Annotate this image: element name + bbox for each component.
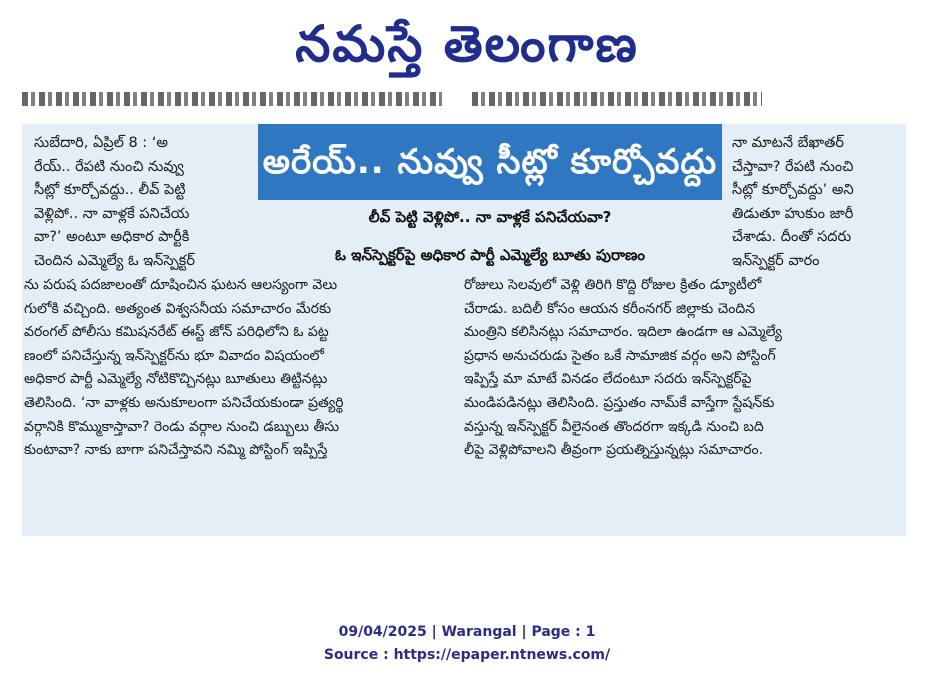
text-line: ఇన్‌స్పెక్టర్ వారం [732, 252, 820, 269]
text-line: తిడుతూ హుకుం జారీ [732, 205, 854, 222]
text-line: ను పరుష పదజాలంతో దూషించిన ఘటన ఆలస్యంగా వెలు [24, 277, 338, 293]
text-line: ఇప్పిస్తే మా మాటే వినడం లేదంటూ సదరు ఇన్‌స్పెక్టర్‌పై [464, 371, 752, 388]
text-line: కుంటావా? నాకు బాగా పనిచేస్తావని నమ్మి పోస్టింగ్ ఇప్పిస్తే [24, 442, 328, 459]
text-line: వా?’ అంటూ అధికార పార్టీకి [34, 229, 190, 246]
text-line: సుబేదారి, ఏప్రిల్ 8 : ‘అ [34, 135, 169, 151]
text-line: నా మాటనే బేఖాతర్ [732, 135, 845, 151]
bottom-left-column [24, 274, 452, 463]
text-line: సీట్లో కూర్చోవద్దు’ అని [732, 182, 854, 199]
right-column [732, 132, 898, 274]
source-url: Source : https://epaper.ntnews.com/ [323, 647, 611, 663]
text-line: ప్రధాన అనుచరుడు సైతం ఒకే సామాజిక వర్గం అని పోస్టింగ్ [464, 347, 776, 364]
article-subheading-1: లీవ్ పెట్టి వెళ్లిపో.. నా వాళ్లకే పనిచేయవా? [368, 208, 612, 226]
text-line: చెందిన ఎమ్మెల్యే ఓ ఇన్‌స్పెక్టర్ [34, 252, 195, 269]
clipped-text-strip [22, 92, 762, 106]
newspaper-masthead: నమస్తే తెలంగాణ [295, 15, 639, 73]
text-line: రేయ్.. రేపటి నుంచి నువ్వు [34, 158, 184, 175]
text-line: ణంలో పనిచేస్తున్న ఇన్‌స్పెక్టర్‌ను భూ వివాదం విషయంలో [24, 347, 324, 364]
text-line: వర్గానికి కొమ్ముకాస్తావా? రెండు వర్గాల నుంచి డబ్బులు తీసు [24, 418, 340, 435]
text-line: వస్తున్న ఇన్‌స్పెక్టర్ వీలైనంత తొందరగా ఇక్కడి నుంచి బది [464, 418, 764, 435]
left-column [34, 132, 252, 274]
text-line: గులోకి వచ్చింది. అత్యంత విశ్వసనీయ సమాచారం మేరకు [24, 300, 332, 317]
text-line: అధికార పార్టీ ఎమ్మెల్యే నోటికొచ్చినట్లు బూతులు తిట్టినట్లు [24, 371, 328, 388]
text-line: వరంగల్ పోలీసు కమిషనరేట్ ఈస్ట్ జోన్ పరిధిలోని ఓ పట్ట [24, 324, 329, 341]
news-article [22, 124, 906, 536]
article-subheading-2: ఓ ఇన్‌స్పెక్టర్‌పై అధికార పార్టీ ఎమ్మెల్యే బూతు పురాణం [334, 246, 646, 264]
article-headline: అరేయ్.. నువ్వు సీట్లో కూర్చోవద్దు [258, 124, 722, 200]
text-line: సీట్లో కూర్చోవద్దు.. లీవ్ పెట్టి [34, 182, 186, 199]
text-line: చేశాడు. దీంతో సదరు [732, 229, 852, 246]
text-line: మంత్రిని కలిసినట్లు సమాచారం. ఇదిలా ఉండగా ఆ ఎమ్మెల్యే [464, 324, 782, 341]
text-line: లీపై వెళ్లిపోవాలని తీవ్రంగా ప్రయత్నిస్తున్నట్లు సమాచారం. [464, 442, 764, 459]
bottom-right-column [464, 274, 898, 463]
text-line: చేరాడు. బదిలీ కోసం ఆయన కరీంనగర్ జిల్లాకు చెందిన [464, 300, 756, 317]
edition-info: 09/04/2025 | Warangal | Page : 1 [338, 624, 596, 640]
text-line: తెలిసింది. ‘నా వాళ్లకు అనుకూలంగా పనిచేయకుండా ప్రత్యర్థి [24, 394, 344, 411]
text-line: మండిపడినట్లు తెలిసింది. ప్రస్తుతం నామ్‌కే వాస్తేగా స్టేషన్‌కు [464, 394, 775, 411]
text-line: వెళ్లిపో.. నా వాళ్లకే పనిచేయ [34, 205, 190, 222]
text-line: రోజులు సెలవులో వెళ్లి తిరిగి కొద్ది రోజుల క్రితం డ్యూటీలో [464, 277, 762, 293]
text-line: చేస్తావా? రేపటి నుంచి [732, 158, 854, 175]
